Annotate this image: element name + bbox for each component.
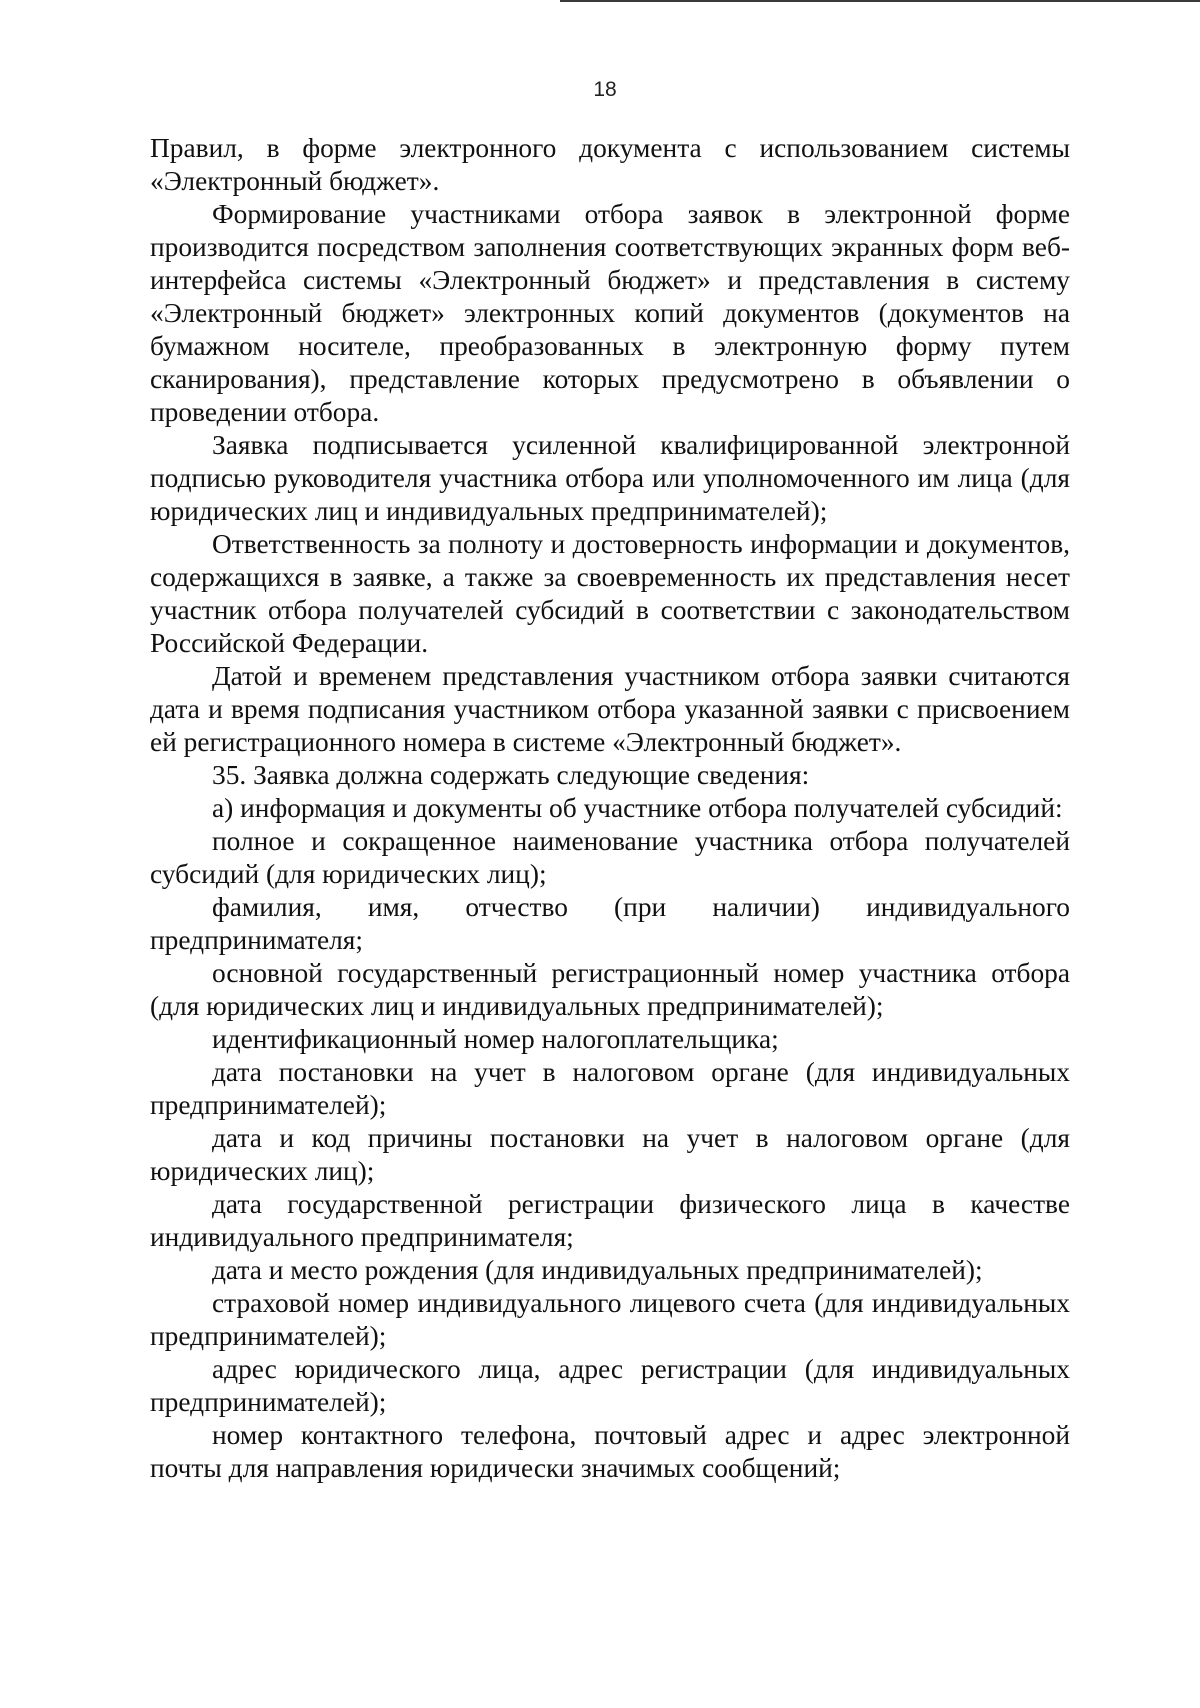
page-number: 18 bbox=[593, 78, 617, 101]
list-item: дата и код причины постановки на учет в налоговом органе (для юридических лиц); bbox=[150, 1123, 1070, 1186]
list-item: номер контактного телефона, почтовый адрес и адрес электронной почты для направления юридически значимых сообщений; bbox=[150, 1420, 1070, 1483]
paragraph-continuation: Правил, в форме электронного документа с использованием системы «Электронный бюджет». bbox=[150, 133, 1070, 196]
list-item: страховой номер индивидуального лицевого счета (для индивидуальных предпринимателей); bbox=[150, 1288, 1070, 1351]
document-body bbox=[150, 132, 1070, 1485]
list-item: полное и сокращенное наименование участника отбора получателей субсидий (для юридических лиц); bbox=[150, 826, 1070, 889]
scan-top-edge-line bbox=[560, 0, 1200, 2]
list-item: фамилия, имя, отчество (при наличии) индивидуального предпринимателя; bbox=[150, 892, 1070, 955]
paragraph-responsibility: Ответственность за полноту и достоверность информации и документов, содержащихся в заявке, а также за своевременность их представления несет участник отбора получателей субсидий в соответствии с законодательством Российской Федерации. bbox=[150, 529, 1070, 658]
paragraph-subitem-a: а) информация и документы об участнике отбора получателей субсидий: bbox=[212, 793, 1063, 823]
paragraph-item-35: 35. Заявка должна содержать следующие сведения: bbox=[212, 760, 810, 790]
paragraph-application-signing: Заявка подписывается усиленной квалифицированной электронной подписью руководителя участника отбора или уполномоченного им лица (для юридических лиц и индивидуальных предпринимателей); bbox=[150, 430, 1070, 526]
paragraph-submission-date: Датой и временем представления участником отбора заявки считаются дата и время подписания участником отбора указанной заявки с присвоением ей регистрационного номера в системе «Электронный бюджет». bbox=[150, 661, 1070, 757]
list-item: дата и место рождения (для индивидуальных предпринимателей); bbox=[212, 1255, 983, 1285]
list-item: дата государственной регистрации физического лица в качестве индивидуального предпринимателя; bbox=[150, 1189, 1070, 1252]
list-item: идентификационный номер налогоплательщика; bbox=[212, 1024, 779, 1054]
list-item: основной государственный регистрационный номер участника отбора (для юридических лиц и индивидуальных предпринимателей); bbox=[150, 958, 1070, 1021]
list-item: адрес юридического лица, адрес регистрации (для индивидуальных предпринимателей); bbox=[150, 1354, 1070, 1417]
list-item: дата постановки на учет в налоговом органе (для индивидуальных предпринимателей); bbox=[150, 1057, 1070, 1120]
paragraph-application-forming: Формирование участниками отбора заявок в электронной форме производится посредством заполнения соответствующих экранных форм веб-интерфейса системы «Электронный бюджет» и представления в систему «Электронный бюджет» электронных копий документов (документов на бумажном носителе, преобразованных в электронную форму путем сканирования), представление которых предусмотрено в объявлении о проведении отбора. bbox=[150, 199, 1070, 427]
